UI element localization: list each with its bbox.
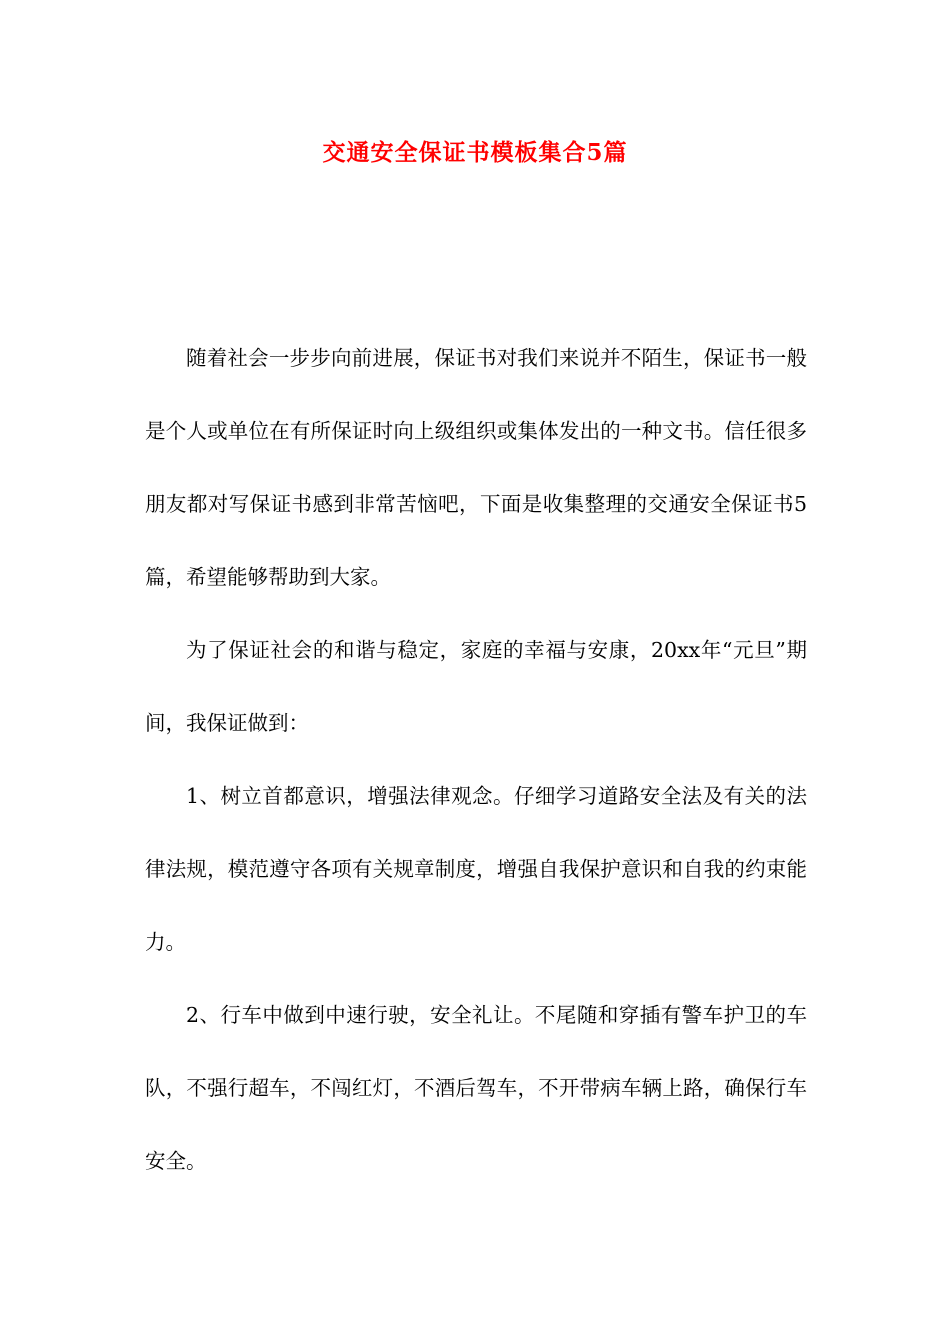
document-body bbox=[145, 322, 807, 1198]
paragraph-item-1: 1、树立首都意识，增强法律观念。仔细学习道路安全法及有关的法律法规，模范遵守各项有关规章制度，增强自我保护意识和自我的约束能力。 bbox=[145, 784, 807, 954]
paragraph-pledge-intro: 为了保证社会的和谐与稳定，家庭的幸福与安康，20xx年“元旦”期间，我保证做到： bbox=[145, 638, 807, 735]
document-title: 交通安全保证书模板集合5篇 bbox=[322, 139, 628, 166]
paragraph-item-2: 2、行车中做到中速行驶，安全礼让。不尾随和穿插有警车护卫的车队，不强行超车，不闯红灯，不酒后驾车，不开带病车辆上路，确保行车安全。 bbox=[145, 1003, 807, 1173]
paragraph-intro: 随着社会一步步向前进展，保证书对我们来说并不陌生，保证书一般是个人或单位在有所保证时向上级组织或集体发出的一种文书。信任很多朋友都对写保证书感到非常苦恼吧，下面是收集整理的交通安全保证书5篇，希望能够帮助到大家。 bbox=[145, 346, 807, 589]
